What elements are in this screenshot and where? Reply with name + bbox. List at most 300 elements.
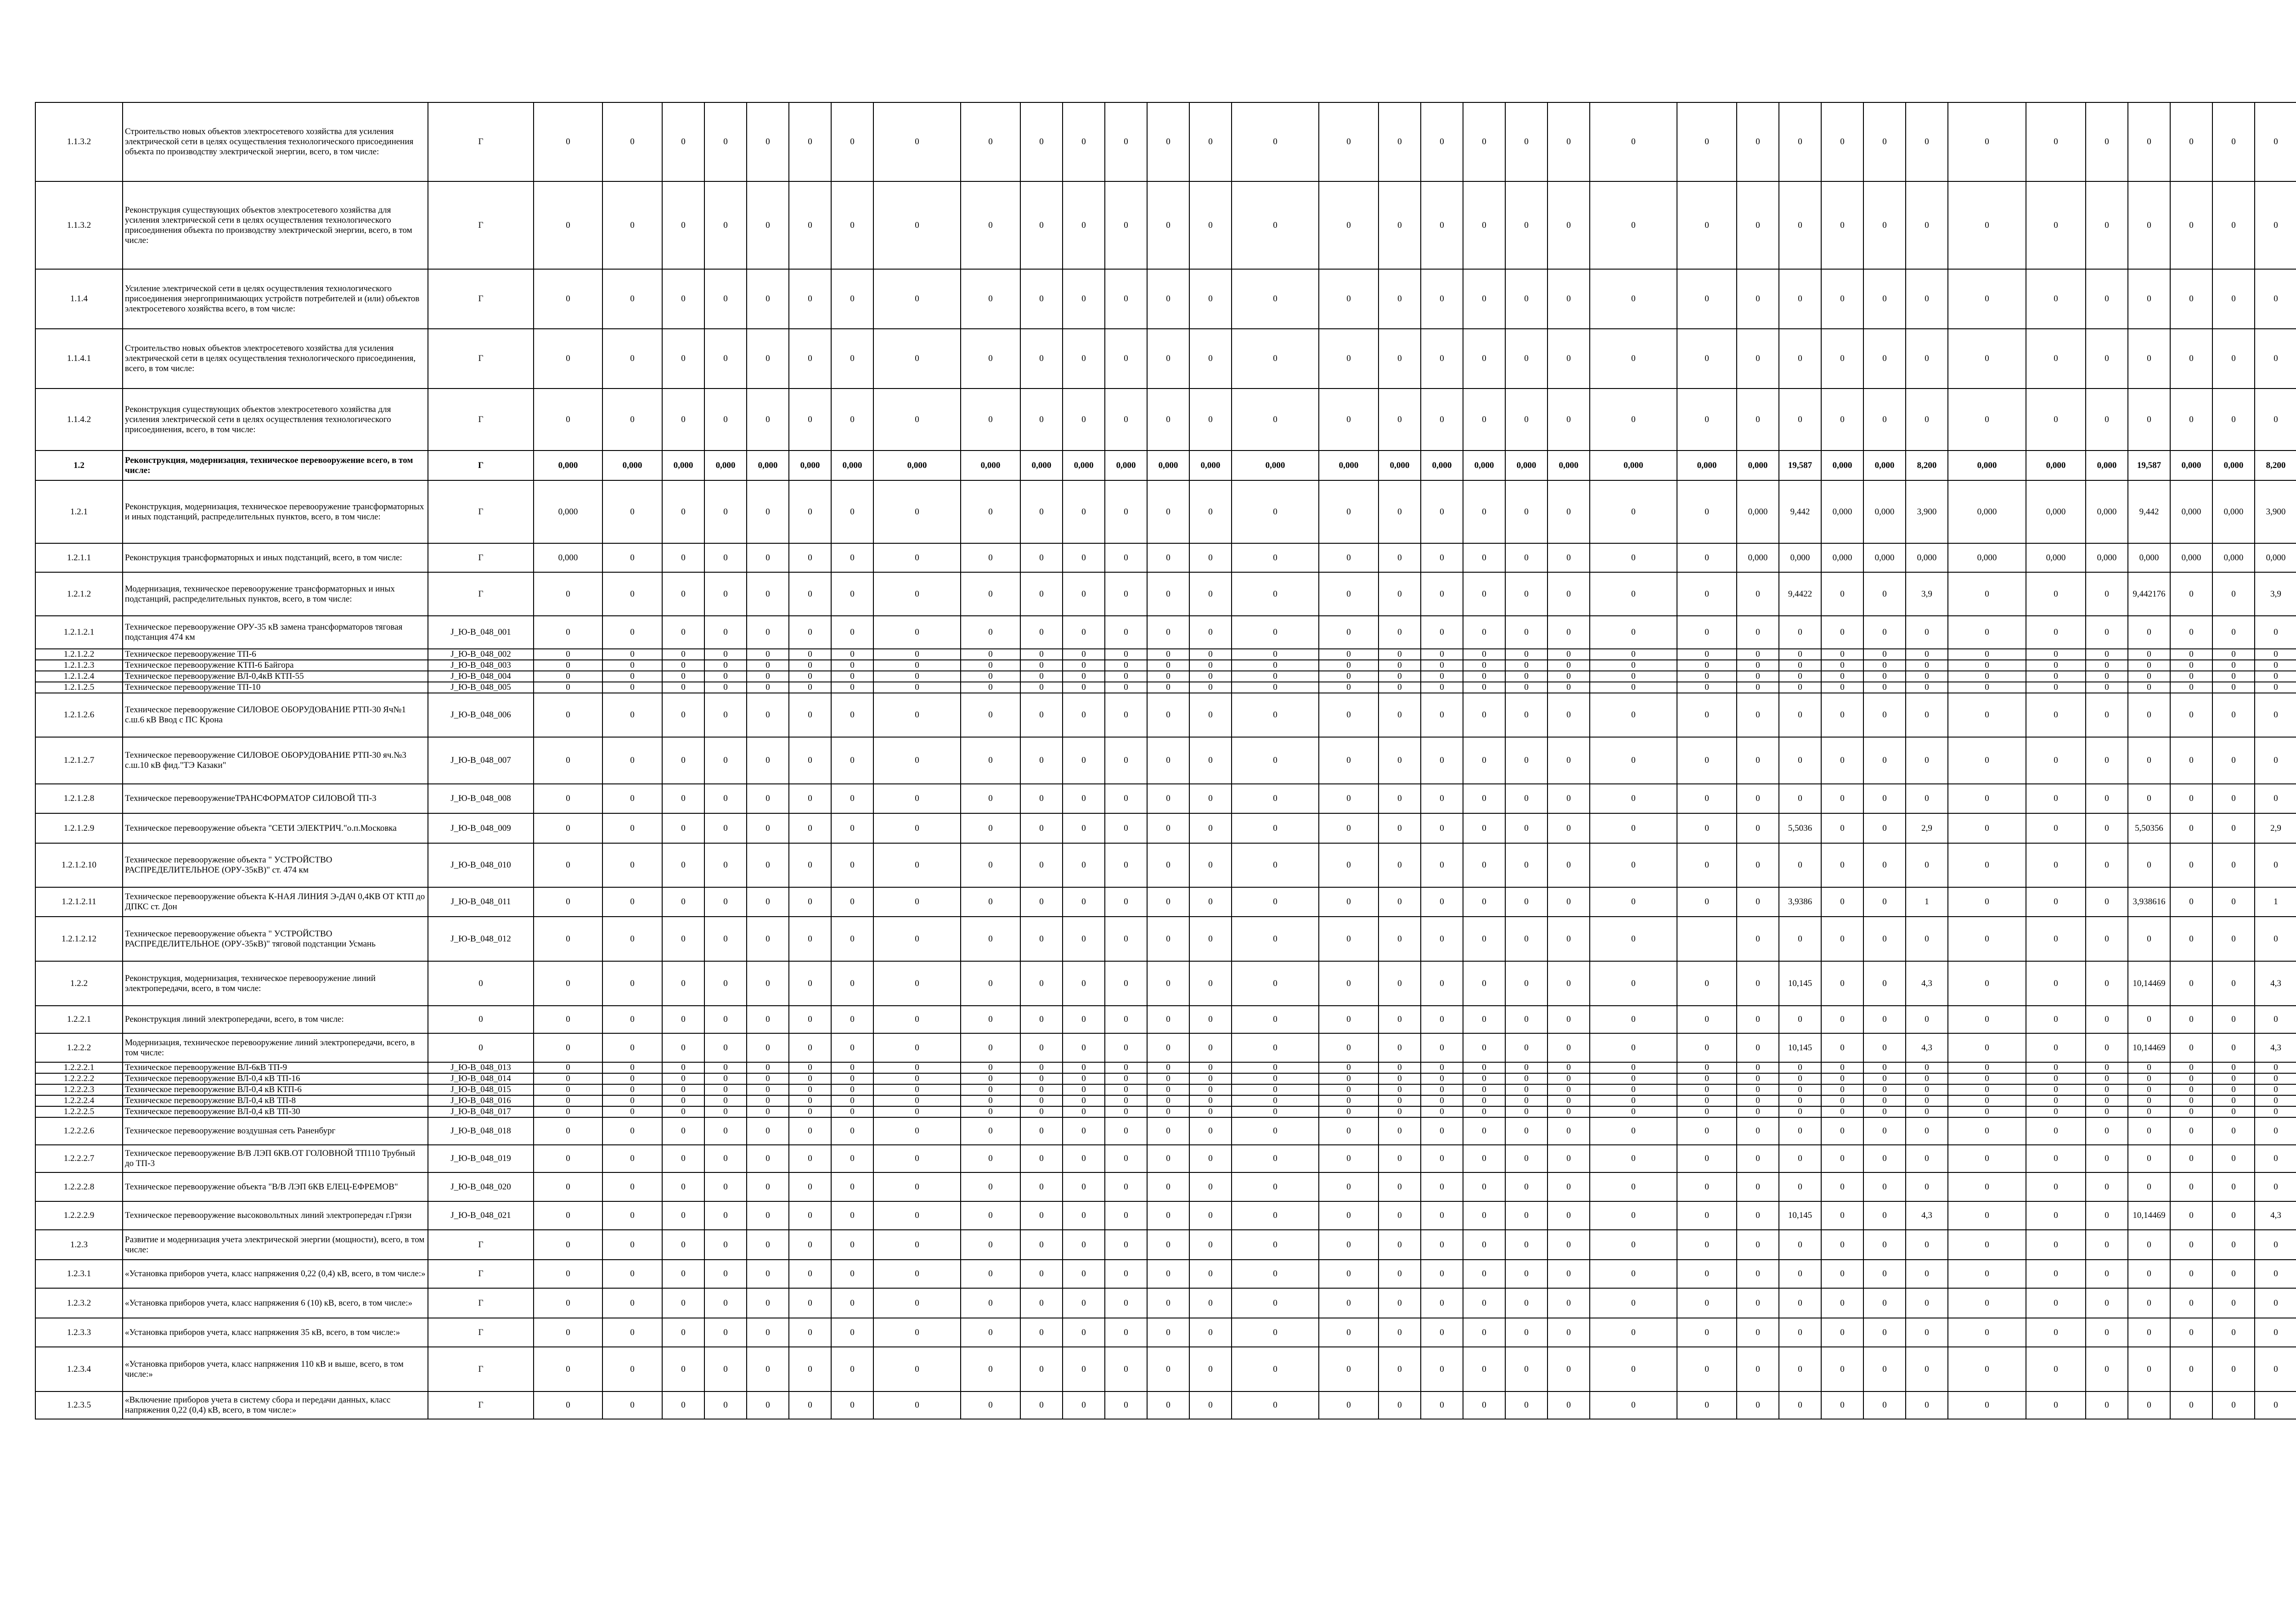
value-cell: 0 [1020, 813, 1063, 843]
value-cell: 0 [1463, 961, 1505, 1006]
value-cell: 0 [1421, 1033, 1463, 1062]
value-cell: 0 [831, 616, 873, 649]
value-cell: 0 [1232, 1062, 1319, 1073]
value-cell: 0 [1421, 682, 1463, 693]
value-cell: 0 [747, 269, 789, 329]
value-cell: 0 [1906, 1318, 1948, 1347]
project-code: J_Ю-В_048_021 [428, 1201, 534, 1230]
value-cell: 0 [1147, 649, 1189, 660]
value-cell: 0 [1379, 1347, 1421, 1391]
value-cell: 0 [747, 784, 789, 813]
value-cell: 0 [1821, 1391, 1863, 1419]
value-cell: 0 [1779, 1084, 1821, 1095]
value-cell: 0 [1421, 1201, 1463, 1230]
value-cell: 0,000 [2026, 451, 2086, 480]
value-cell: 0 [873, 1033, 961, 1062]
value-cell: 0 [1232, 671, 1319, 682]
value-cell: 0 [1319, 1117, 1379, 1145]
value-cell: 0 [1677, 1006, 1737, 1033]
value-cell: 0 [1677, 682, 1737, 693]
value-cell: 0 [2128, 693, 2170, 737]
value-cell: 0 [1863, 102, 1906, 181]
value-cell: 0 [2212, 1260, 2255, 1288]
value-cell: 0 [2026, 1201, 2086, 1230]
value-cell: 0 [2086, 1033, 2128, 1062]
value-cell: 0 [2255, 616, 2296, 649]
value-cell: 0 [1379, 1318, 1421, 1347]
value-cell: 0 [2128, 1347, 2170, 1391]
row-number: 1.2.1.2.1 [35, 616, 123, 649]
value-cell: 0 [1948, 1288, 2026, 1318]
value-cell: 0 [2212, 1033, 2255, 1062]
value-cell: 0 [704, 1391, 747, 1419]
value-cell: 0 [1147, 1230, 1189, 1260]
value-cell: 0 [747, 961, 789, 1006]
value-cell: 0 [1590, 1201, 1677, 1230]
value-cell: 0 [1906, 843, 1948, 887]
value-cell: 0 [2128, 1391, 2170, 1419]
value-cell: 0 [1677, 102, 1737, 181]
value-cell: 0 [1020, 572, 1063, 616]
value-cell: 0 [1863, 572, 1906, 616]
value-cell: 0 [1063, 1006, 1105, 1033]
value-cell: 0 [1821, 917, 1863, 961]
value-cell: 0 [2086, 917, 2128, 961]
value-cell: 0 [1505, 1347, 1548, 1391]
value-cell: 0 [2026, 961, 2086, 1006]
value-cell: 0 [1677, 1084, 1737, 1095]
value-cell: 0 [1105, 660, 1147, 671]
value-cell: 0 [1948, 1033, 2026, 1062]
value-cell: 0 [1906, 1391, 1948, 1419]
value-cell: 0 [1147, 1006, 1189, 1033]
value-cell: 0 [1105, 1084, 1147, 1095]
value-cell: 0 [1779, 102, 1821, 181]
value-cell: 0 [1189, 1318, 1232, 1347]
value-cell: 0 [1737, 649, 1779, 660]
row-number: 1.2 [35, 451, 123, 480]
value-cell: 0 [662, 1260, 704, 1288]
value-cell: 0 [747, 693, 789, 737]
value-cell: 0 [1737, 1006, 1779, 1033]
value-cell: 0 [1232, 660, 1319, 671]
project-name: Развитие и модернизация учета электрической энергии (мощности), всего, в том числе: [123, 1230, 428, 1260]
value-cell: 0,000 [1948, 480, 2026, 543]
value-cell: 0 [704, 1145, 747, 1172]
value-cell: 0 [1677, 961, 1737, 1006]
table-row [35, 1117, 2296, 1145]
value-cell: 0 [2212, 917, 2255, 961]
value-cell: 0 [1063, 843, 1105, 887]
value-cell: 0 [1147, 813, 1189, 843]
value-cell: 0 [789, 1062, 831, 1073]
value-cell: 0 [1063, 660, 1105, 671]
value-cell: 0 [2170, 389, 2212, 451]
value-cell: 0 [1590, 1073, 1677, 1084]
value-cell: 0 [602, 1391, 662, 1419]
value-cell: 0 [2026, 572, 2086, 616]
project-name: Техническое перевооружение воздушная сеть Раненбург [123, 1117, 428, 1145]
value-cell: 0 [534, 660, 602, 671]
value-cell: 0 [1189, 181, 1232, 269]
row-number: 1.2.1.2.6 [35, 693, 123, 737]
value-cell: 0 [1821, 1230, 1863, 1260]
value-cell: 0 [2086, 671, 2128, 682]
value-cell: 0 [1063, 671, 1105, 682]
value-cell: 0 [1463, 1318, 1505, 1347]
value-cell: 0 [831, 1033, 873, 1062]
value-cell: 0 [1020, 1073, 1063, 1084]
value-cell: 0 [534, 649, 602, 660]
table-row [35, 671, 2296, 682]
value-cell: 0 [2086, 1106, 2128, 1117]
value-cell: 0 [1020, 480, 1063, 543]
value-cell: 0 [1821, 1288, 1863, 1318]
value-cell: 0,000 [2086, 543, 2128, 572]
value-cell: 0 [1463, 181, 1505, 269]
row-number: 1.2.2.2 [35, 1033, 123, 1062]
value-cell: 0 [1737, 737, 1779, 784]
value-cell: 0 [2255, 1073, 2296, 1084]
value-cell: 0 [602, 961, 662, 1006]
value-cell: 0 [1590, 181, 1677, 269]
value-cell: 0 [2026, 917, 2086, 961]
value-cell: 0 [1463, 813, 1505, 843]
value-cell: 0 [1590, 843, 1677, 887]
value-cell: 0 [2255, 784, 2296, 813]
value-cell: 0,000 [662, 451, 704, 480]
value-cell: 0 [1189, 1033, 1232, 1062]
value-cell: 0 [1379, 1172, 1421, 1201]
value-cell: 0 [1948, 1201, 2026, 1230]
value-cell: 0 [2086, 1095, 2128, 1106]
value-cell: 0 [873, 543, 961, 572]
value-cell: 0 [1548, 737, 1590, 784]
value-cell: 0 [704, 572, 747, 616]
value-cell: 0 [1505, 1095, 1548, 1106]
value-cell: 0 [1319, 1033, 1379, 1062]
value-cell: 0 [1379, 1391, 1421, 1419]
value-cell: 0 [1421, 1318, 1463, 1347]
value-cell: 0 [1063, 1073, 1105, 1084]
value-cell: 0 [2255, 682, 2296, 693]
value-cell: 0 [602, 671, 662, 682]
project-code: Г [428, 1391, 534, 1419]
value-cell: 0 [1189, 1062, 1232, 1073]
value-cell: 0 [1906, 682, 1948, 693]
value-cell: 0 [1548, 1006, 1590, 1033]
value-cell: 0 [1189, 389, 1232, 451]
value-cell: 0 [704, 181, 747, 269]
value-cell: 0 [2212, 887, 2255, 917]
value-cell: 0 [534, 737, 602, 784]
value-cell: 0 [662, 843, 704, 887]
value-cell: 0 [1548, 616, 1590, 649]
value-cell: 0 [1737, 1230, 1779, 1260]
value-cell: 0,000 [1463, 451, 1505, 480]
value-cell: 0 [662, 1201, 704, 1230]
value-cell: 0 [1147, 682, 1189, 693]
value-cell: 0 [1505, 1033, 1548, 1062]
value-cell: 0 [747, 649, 789, 660]
project-name: Техническое перевооружение ВЛ-6кВ ТП-9 [123, 1062, 428, 1073]
value-cell: 0 [1105, 269, 1147, 329]
value-cell: 0 [1147, 843, 1189, 887]
table-row [35, 1106, 2296, 1117]
value-cell: 0 [873, 1084, 961, 1095]
value-cell: 0 [1590, 693, 1677, 737]
value-cell: 0 [1147, 1145, 1189, 1172]
value-cell: 0 [1421, 543, 1463, 572]
value-cell: 0 [1319, 1230, 1379, 1260]
table-row [35, 813, 2296, 843]
value-cell: 0 [2128, 682, 2170, 693]
value-cell: 0 [1020, 1145, 1063, 1172]
value-cell: 0 [1020, 693, 1063, 737]
value-cell: 0 [1779, 1230, 1821, 1260]
value-cell: 0 [1821, 649, 1863, 660]
value-cell: 0 [1677, 1230, 1737, 1260]
value-cell: 0 [1737, 917, 1779, 961]
value-cell: 0 [1677, 1318, 1737, 1347]
value-cell: 0 [1863, 269, 1906, 329]
value-cell: 0 [961, 1230, 1020, 1260]
value-cell: 0 [2170, 1062, 2212, 1073]
value-cell: 0 [1189, 887, 1232, 917]
value-cell: 0 [1147, 1062, 1189, 1073]
value-cell: 0 [1863, 961, 1906, 1006]
value-cell: 0 [1020, 682, 1063, 693]
value-cell: 0 [1863, 1391, 1906, 1419]
value-cell: 0 [2128, 1117, 2170, 1145]
value-cell: 0 [534, 813, 602, 843]
value-cell: 0 [1863, 843, 1906, 887]
value-cell: 0 [662, 1145, 704, 1172]
value-cell: 0 [1948, 649, 2026, 660]
value-cell: 0 [961, 1347, 1020, 1391]
project-code: 0 [428, 961, 534, 1006]
value-cell: 0 [662, 1288, 704, 1318]
value-cell: 0 [2086, 784, 2128, 813]
value-cell: 0,000 [1105, 451, 1147, 480]
value-cell: 0 [1105, 1145, 1147, 1172]
value-cell: 0 [1421, 102, 1463, 181]
value-cell: 0 [831, 1062, 873, 1073]
value-cell: 0 [1505, 329, 1548, 389]
value-cell: 0 [1063, 480, 1105, 543]
value-cell: 0 [1906, 269, 1948, 329]
value-cell: 0 [602, 693, 662, 737]
value-cell: 0 [1948, 1095, 2026, 1106]
value-cell: 0 [2086, 269, 2128, 329]
value-cell: 0 [2026, 737, 2086, 784]
value-cell: 0 [1232, 102, 1319, 181]
value-cell: 0 [1737, 887, 1779, 917]
value-cell: 0 [1463, 1201, 1505, 1230]
value-cell: 0,000 [1147, 451, 1189, 480]
value-cell: 0 [2255, 1084, 2296, 1095]
value-cell: 0 [704, 1288, 747, 1318]
value-cell: 0 [704, 329, 747, 389]
value-cell: 0 [1906, 1106, 1948, 1117]
value-cell: 0 [1463, 1033, 1505, 1062]
value-cell: 0 [1232, 784, 1319, 813]
value-cell: 0 [873, 1391, 961, 1419]
row-number: 1.2.3 [35, 1230, 123, 1260]
value-cell: 0 [1821, 1260, 1863, 1288]
value-cell: 0 [1821, 1318, 1863, 1347]
value-cell: 0 [2086, 1318, 2128, 1347]
value-cell: 0 [1548, 693, 1590, 737]
value-cell: 0 [704, 682, 747, 693]
table-row [35, 1230, 2296, 1260]
value-cell: 0 [1421, 961, 1463, 1006]
value-cell: 0 [1779, 682, 1821, 693]
project-name: Реконструкция существующих объектов электросетевого хозяйства для усиления электрической сети в целях осуществления технологического присоединения, всего, в том числе: [123, 389, 428, 451]
value-cell: 0 [1020, 1391, 1063, 1419]
value-cell: 0 [1189, 616, 1232, 649]
value-cell: 0 [873, 572, 961, 616]
value-cell: 0 [1147, 660, 1189, 671]
value-cell: 0 [534, 671, 602, 682]
value-cell: 0 [534, 917, 602, 961]
value-cell: 0,000 [1948, 543, 2026, 572]
value-cell: 0 [662, 269, 704, 329]
value-cell: 0 [602, 181, 662, 269]
value-cell: 0 [2086, 1145, 2128, 1172]
value-cell: 0 [2212, 649, 2255, 660]
value-cell: 0 [747, 843, 789, 887]
value-cell: 0 [1463, 737, 1505, 784]
value-cell: 0 [1677, 1260, 1737, 1288]
value-cell: 0 [662, 329, 704, 389]
value-cell: 0 [2212, 269, 2255, 329]
value-cell: 0 [1319, 1095, 1379, 1106]
value-cell: 0 [1105, 682, 1147, 693]
value-cell: 0 [1948, 1106, 2026, 1117]
table-row [35, 693, 2296, 737]
value-cell: 0 [789, 102, 831, 181]
value-cell: 0 [1590, 1106, 1677, 1117]
value-cell: 0 [1463, 671, 1505, 682]
row-number: 1.2.3.5 [35, 1391, 123, 1419]
value-cell: 0 [1863, 671, 1906, 682]
table-row [35, 1201, 2296, 1230]
value-cell: 0 [662, 1084, 704, 1095]
value-cell: 0 [831, 961, 873, 1006]
value-cell: 0 [1548, 102, 1590, 181]
value-cell: 0 [961, 1006, 1020, 1033]
value-cell: 0 [704, 1084, 747, 1095]
value-cell: 0 [1677, 813, 1737, 843]
value-cell: 0 [2026, 1145, 2086, 1172]
row-number: 1.2.1.2.7 [35, 737, 123, 784]
value-cell: 0 [2026, 1084, 2086, 1095]
value-cell: 0 [1948, 1230, 2026, 1260]
value-cell: 0 [662, 784, 704, 813]
value-cell: 0 [534, 1084, 602, 1095]
value-cell: 0 [873, 1230, 961, 1260]
value-cell: 0 [1105, 543, 1147, 572]
value-cell: 0 [1421, 1106, 1463, 1117]
value-cell: 0 [1189, 1117, 1232, 1145]
value-cell: 0 [1590, 1062, 1677, 1073]
table-row [35, 181, 2296, 269]
value-cell: 0 [534, 784, 602, 813]
project-name: Техническое перевооружение объекта " УСТРОЙСТВО РАСПРЕДЕЛИТЕЛЬНОЕ (ОРУ-35кВ)" ст. 474 км [123, 843, 428, 887]
value-cell: 0 [747, 1145, 789, 1172]
value-cell: 0 [2086, 181, 2128, 269]
value-cell: 0 [961, 1033, 1020, 1062]
value-cell: 0 [1147, 961, 1189, 1006]
value-cell: 0 [1319, 1260, 1379, 1288]
value-cell: 0 [1105, 389, 1147, 451]
project-code: Г [428, 1260, 534, 1288]
value-cell: 0 [662, 693, 704, 737]
project-code: Г [428, 480, 534, 543]
value-cell: 0 [1379, 1117, 1421, 1145]
value-cell: 0 [1590, 480, 1677, 543]
value-cell: 0 [1779, 660, 1821, 671]
value-cell: 0 [961, 1073, 1020, 1084]
value-cell: 0 [1063, 1391, 1105, 1419]
project-name: «Установка приборов учета, класс напряжения 35 кВ, всего, в том числе:» [123, 1318, 428, 1347]
value-cell: 0 [747, 1084, 789, 1095]
value-cell: 0 [1821, 1073, 1863, 1084]
value-cell: 0 [789, 616, 831, 649]
value-cell: 0 [2026, 269, 2086, 329]
project-code: J_Ю-В_048_018 [428, 1117, 534, 1145]
value-cell: 0 [1020, 843, 1063, 887]
value-cell: 9,442 [2128, 480, 2170, 543]
value-cell: 0 [1147, 917, 1189, 961]
value-cell: 0 [1590, 1230, 1677, 1260]
value-cell: 0 [1020, 329, 1063, 389]
value-cell: 0 [2170, 616, 2212, 649]
value-cell: 0 [1232, 737, 1319, 784]
value-cell: 0 [1737, 1062, 1779, 1073]
value-cell: 0 [1505, 1106, 1548, 1117]
value-cell: 0 [2026, 1073, 2086, 1084]
value-cell: 0 [1319, 181, 1379, 269]
value-cell: 0 [1821, 1106, 1863, 1117]
value-cell: 0 [1232, 813, 1319, 843]
value-cell: 0 [1948, 887, 2026, 917]
project-code: J_Ю-В_048_020 [428, 1172, 534, 1201]
value-cell: 0 [1319, 1318, 1379, 1347]
project-code: Г [428, 1318, 534, 1347]
value-cell: 0 [2170, 737, 2212, 784]
value-cell: 0 [1821, 671, 1863, 682]
value-cell: 0 [704, 389, 747, 451]
value-cell: 0 [831, 181, 873, 269]
value-cell: 0 [1677, 1062, 1737, 1073]
value-cell: 0 [961, 1145, 1020, 1172]
value-cell: 0 [1319, 660, 1379, 671]
value-cell: 0 [1548, 1095, 1590, 1106]
value-cell: 0 [2212, 1006, 2255, 1033]
project-code: J_Ю-В_048_001 [428, 616, 534, 649]
value-cell: 0 [1948, 660, 2026, 671]
value-cell: 0 [1379, 1260, 1421, 1288]
value-cell: 0 [2212, 1095, 2255, 1106]
project-name: Техническое перевооружение ТП-6 [123, 649, 428, 660]
value-cell: 0 [1189, 1006, 1232, 1033]
value-cell: 0,000 [1020, 451, 1063, 480]
table-row [35, 784, 2296, 813]
value-cell: 0 [2086, 1006, 2128, 1033]
value-cell: 0 [1677, 1117, 1737, 1145]
